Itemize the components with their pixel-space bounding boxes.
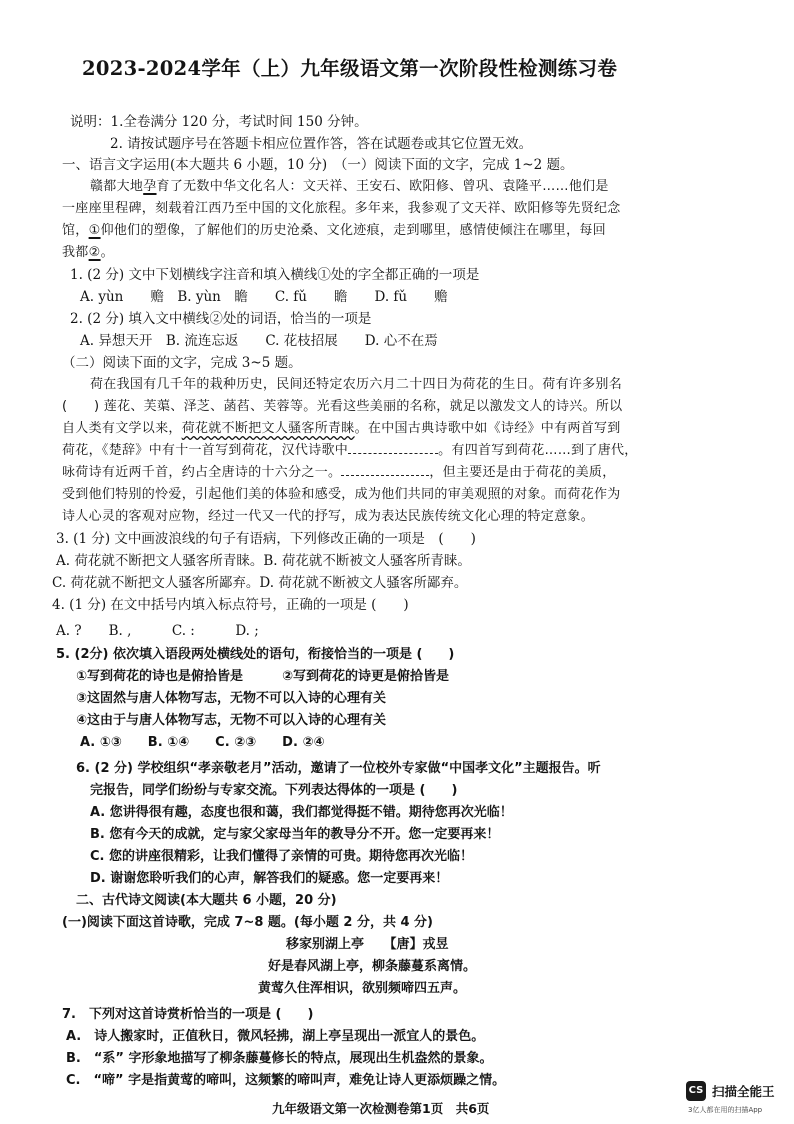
passage-2-line-3: 自人类有文学以来，荷花就不断把文人骚客所青睐。在中国古典诗歌中如《诗经》中有两首写到	[62, 421, 621, 436]
passage-1-line-1: 赣都大地孕育了无数中华文化名人：文天祥、王安石、欧阳修、曾巩、袁隆平……他们是	[90, 179, 609, 194]
passage-2-line-7: 诗人心灵的客观对应物，经过一代又一代的抒写，成为表达民族传统文化心理的特定意象。	[62, 509, 595, 524]
q3-stem: 3. (1 分) 文中画波浪线的句子有语病，下列修改正确的一项是 ( )	[56, 531, 476, 547]
q5-option-4: ④这由于与唐人体物写志，无物不可以入诗的心理有关	[76, 713, 387, 728]
q6-option-a: A. 您讲得很有趣，态度也很和蔼，我们都觉得挺不错。期待您再次光临！	[90, 805, 513, 820]
passage-2-line-5: 咏荷诗有近两千首，约占全唐诗的十六分之一。 ，但主要还是由于荷花的美质，	[62, 465, 616, 480]
q6-option-d: D. 谢谢您聆听我们的心声，解答我们的疑惑。您一定要再来！	[90, 871, 449, 886]
watermark-tagline: 3亿人都在用的扫描App	[688, 1106, 763, 1114]
passage-1-line-4: 我都②。	[62, 245, 114, 260]
passage-1-line-3: 馆，①仰他们的塑像，了解他们的历史沧桑、文化迹痕，走到哪里，感情使倾注在哪里，每回	[62, 223, 606, 238]
q4-stem: 4. (1 分) 在文中括号内填入标点符号，正确的一项是 ( )	[52, 597, 409, 613]
instructions-line-2: 2. 请按试题序号在答题卡相应位置作答，答在试题卷或其它位置无效。	[110, 136, 533, 152]
q1-options: A. yùn 赡 B. yùn 瞻 C. fǔ 瞻 D. fǔ 赡	[80, 289, 448, 305]
underlined-char: 孕	[143, 179, 157, 194]
wavy-underlined-sentence: 荷花就不断把文人骚客所青睐	[181, 421, 355, 436]
poem-subsection-heading: (一)阅读下面这首诗歌，完成 7~8 题。(每小题 2 分，共 4 分)	[62, 915, 433, 930]
section-1-heading: 一、语言文字运用(本大题共 6 小题，10 分) （一）阅读下面的文字，完成 1~2 题。	[62, 157, 574, 173]
subsection-2-heading: （二）阅读下面的文字，完成 3~5 题。	[62, 355, 302, 371]
dashed-blank-2	[341, 465, 429, 476]
q5-option-3: ③这固然与唐人体物写志，无物不可以入诗的心理有关	[76, 691, 387, 706]
q3-options-cd: C. 荷花就不断把文人骚客所鄙弃。D. 荷花就不断被文人骚客所鄙弃。	[52, 575, 468, 591]
q5-stem: 5. (2分) 依次填入语段两处横线处的语句，衔接恰当的一项是 ( )	[56, 647, 455, 662]
q6-stem-1: 6. (2 分) 学校组织“孝亲敬老月”活动，邀请了一位校外专家做“中国孝文化”主题报告。听	[76, 761, 601, 776]
poem-title: 移家别湖上亭 【唐】戎昱	[286, 937, 449, 952]
q3-options-ab: A. 荷花就不断把文人骚客所青睐。B. 荷花就不断被文人骚客所青睐。	[56, 553, 471, 569]
q7-stem: 7. 下列对这首诗赏析恰当的一项是 ( )	[62, 1007, 314, 1022]
q6-stem-2: 完报告，同学们纷纷与专家交流。下列表达得体的一项是 ( )	[90, 783, 458, 798]
page-footer: 九年级语文第一次检测卷第1页 共6页	[272, 1101, 490, 1116]
passage-2-line-1: 荷在我国有几千年的栽种历史，民间还特定农历六月二十四日为荷花的生日。荷有许多别名	[90, 377, 623, 392]
passage-2-line-6: 受到他们特别的怜爱，引起他们美的体验和感受，成为他们共同的审美观照的对象。而荷花作为	[62, 487, 621, 502]
q7-option-c: C. “啼” 字是指黄莺的啼叫，这频繁的啼叫声，难免让诗人更添烦躁之情。	[66, 1073, 506, 1088]
watermark-app-name: 扫描全能王	[712, 1084, 775, 1099]
passage-2-line-4: 荷花，《楚辞》中有十一首写到荷花，汉代诗歌中 。有四首写到荷花……到了唐代，	[62, 443, 638, 458]
blank-1: ①	[88, 223, 101, 238]
scanner-watermark	[686, 1079, 786, 1119]
q6-option-b: B. 您有今天的成就，定与家父家母当年的教导分不开。您一定要再来！	[90, 827, 500, 842]
camscanner-icon: CS	[686, 1081, 706, 1101]
q6-option-c: C. 您的讲座很精彩，让我们懂得了亲情的可贵。期待您再次光临！	[90, 849, 474, 864]
q2-options: A. 异想天开 B. 流连忘返 C. 花枝招展 D. 心不在焉	[80, 333, 438, 349]
dashed-blank-1	[348, 443, 438, 454]
q7-option-a: A. 诗人搬家时，正值秋日，微风轻拂，湖上亭呈现出一派宜人的景色。	[66, 1029, 485, 1044]
section-2-heading: 二、古代诗文阅读(本大题共 6 小题，20 分)	[76, 893, 337, 908]
q1-stem: 1. (2 分) 文中下划横线字注音和填入横线①处的字全都正确的一项是	[70, 267, 480, 283]
q5-options: A. ①③ B. ①④ C. ②③ D. ②④	[80, 735, 325, 750]
poem-line-2: 黄莺久住浑相识，欲别频啼四五声。	[258, 981, 467, 996]
q4-options: A. ? B. , C. : D. ;	[56, 623, 259, 639]
passage-2-line-2: ( ) 莲花、芙蕖、泽芝、菡萏、芙蓉等。光看这些美丽的名称，就足以激发文人的诗兴。所以	[62, 399, 623, 414]
q7-option-b: B. “系” 字形象地描写了柳条藤蔓修长的特点，展现出生机盎然的景象。	[66, 1051, 493, 1066]
q5-option-12: ①写到荷花的诗也是俯拾皆是 ②写到荷花的诗更是俯拾皆是	[76, 669, 450, 684]
page-title: 2023-2024学年（上）九年级语文第一次阶段性检测练习卷	[82, 57, 618, 80]
q2-stem: 2. (2 分) 填入文中横线②处的词语，恰当的一项是	[70, 311, 372, 327]
instructions-line-1: 说明：1.全卷满分 120 分，考试时间 150 分钟。	[70, 114, 368, 130]
passage-1-line-2: 一座座里程碑，刻载着江西乃至中国的文化旅程。多年来，我参观了文天祥、欧阳修等先贤纪念	[62, 201, 621, 216]
poem-line-1: 好是春风湖上亭，柳条藤蔓系离情。	[268, 959, 477, 974]
blank-2: ②	[88, 245, 101, 260]
